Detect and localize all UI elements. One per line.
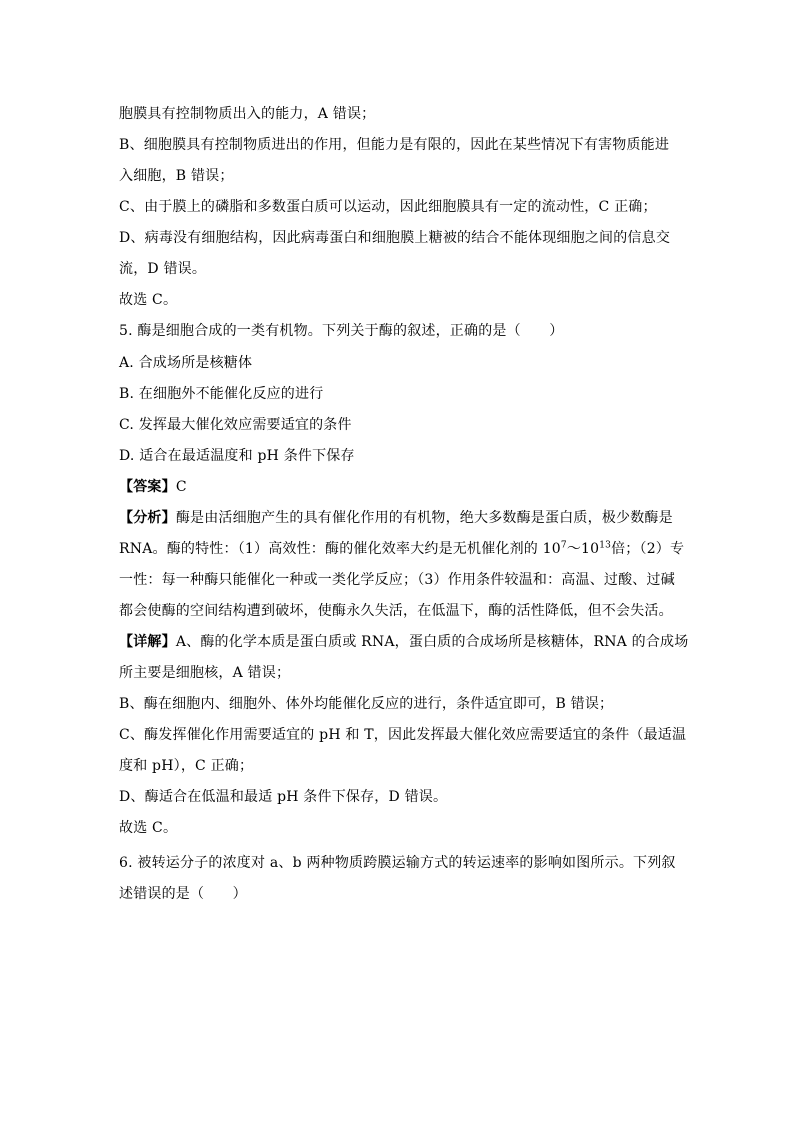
text-line: 流，D 错误。 [119, 261, 207, 277]
text-line: 入细胞，B 错误； [119, 168, 234, 184]
analysis-line [119, 508, 673, 528]
analysis-text: 倍；（2）专 [611, 541, 685, 557]
option-a: A. 合成场所是核糖体 [119, 355, 253, 371]
analysis-text: 酶是由活细胞产生的具有催化作用的有机物，绝大多数酶是蛋白质，极少数酶是 [175, 510, 673, 526]
answer-value: C [175, 479, 187, 495]
detail-label: 【详解】 [119, 634, 176, 650]
text-line: B、细胞膜具有控制物质进出的作用，但能力是有限的，因此在某些情况下有害物质能进 [119, 137, 670, 153]
text-line: 胞膜具有控制物质出入的能力，A 错误； [119, 106, 376, 122]
analysis-line: 都会使酶的空间结构遭到破坏，使酶永久失活，在低温下，酶的活性降低，但不会失活。 [119, 603, 673, 619]
analysis-line: 一性：每一种酶只能催化一种或一类化学反应；（3）作用条件较温和：高温、过酸、过碱 [119, 572, 675, 588]
detail-line: B、酶在细胞内、细胞外、体外均能催化反应的进行，条件适宜即可，B 错误； [119, 696, 614, 712]
question-5-stem: 5. 酶是细胞合成的一类有机物。下列关于酶的叙述，正确的是（ ） [119, 323, 564, 339]
detail-line: C、酶发挥催化作用需要适宜的 pH 和 T，因此发挥最大催化效应需要适宜的条件（最适温 [119, 727, 687, 743]
text-line: D、病毒没有细胞结构，因此病毒蛋白和细胞膜上糖被的结合不能体现细胞之间的信息交 [119, 230, 671, 246]
question-6-stem: 述错误的是（ ） [119, 886, 247, 902]
analysis-line [119, 539, 684, 559]
text-line: 故选 C。 [119, 292, 178, 308]
detail-line [119, 632, 688, 652]
answer-label: 【答案】 [119, 479, 176, 495]
answer-line [119, 477, 187, 497]
analysis-label: 【分析】 [119, 510, 176, 526]
option-c: C. 发挥最大催化效应需要适宜的条件 [119, 417, 352, 433]
question-6-stem: 6. 被转运分子的浓度对 a、b 两种物质跨膜运输方式的转运速率的影响如图所示。下列叙 [119, 855, 676, 871]
detail-line: 故选 C。 [119, 820, 178, 836]
detail-line: 度和 pH），C 正确； [119, 758, 254, 774]
superscript: 7 [560, 540, 567, 551]
option-b: B. 在细胞外不能催化反应的进行 [119, 386, 324, 402]
analysis-text: RNA。酶的特性：（1）高效性：酶的催化效率大约是无机催化剂的 10 [119, 541, 561, 557]
detail-line: D、酶适合在低温和最适 pH 条件下保存，D 错误。 [119, 789, 448, 805]
superscript: 13 [599, 540, 612, 551]
detail-text: A、酶的化学本质是蛋白质或 RNA，蛋白质的合成场所是核糖体，RNA 的合成场 [175, 634, 689, 650]
option-d: D. 适合在最适温度和 pH 条件下保存 [119, 448, 355, 464]
detail-line: 所主要是细胞核，A 错误； [119, 665, 291, 681]
text-line: C、由于膜上的磷脂和多数蛋白质可以运动，因此细胞膜具有一定的流动性，C 正确； [119, 199, 657, 215]
analysis-text: ～10 [566, 541, 600, 557]
